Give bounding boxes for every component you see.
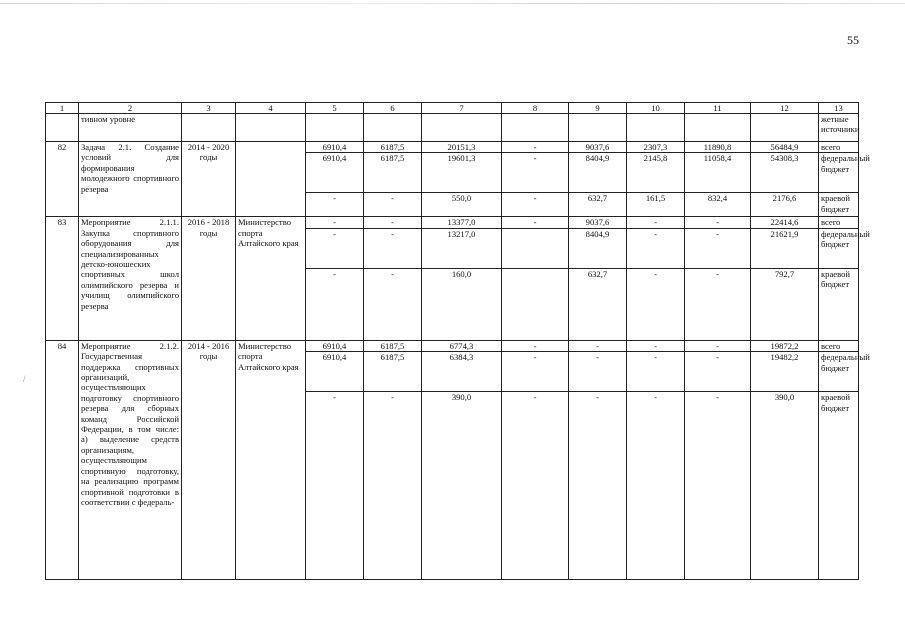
cell-value: 2176,6: [751, 193, 819, 217]
row-name: Задача 2.1. Создание условий для формирования молодежного спортивного резерва: [79, 142, 182, 217]
cell-value: -: [685, 392, 751, 580]
cell-value: 9037,6: [569, 142, 627, 153]
row-number: 84: [46, 340, 79, 579]
cell-value: 2145,8: [627, 153, 685, 193]
cell-value: -: [364, 228, 422, 268]
cont-name: тивном уровне: [79, 114, 182, 142]
cell-value: 550,0: [422, 193, 502, 217]
cell-value: -: [627, 228, 685, 268]
scan-edge-line: [0, 3, 905, 4]
cell-value: 13217,0: [422, 228, 502, 268]
cell-value: [502, 268, 569, 340]
cell-value: 6384,3: [422, 352, 502, 392]
cell-value: -: [306, 392, 364, 580]
col-number: 1: [46, 103, 79, 114]
cell-value: -: [502, 392, 569, 580]
cell-source: федеральный бюджет: [819, 153, 859, 193]
table-row-82-total: [46, 142, 859, 153]
cell-value: 632,7: [569, 268, 627, 340]
cell-value: 832,4: [685, 193, 751, 217]
cell-value: 56484,9: [751, 142, 819, 153]
cell-value: -: [569, 352, 627, 392]
cell-value: 13377,0: [422, 217, 502, 228]
margin-mark: /: [23, 374, 26, 384]
col-number: 3: [182, 103, 236, 114]
cell-value: -: [502, 340, 569, 351]
cell-value: -: [685, 268, 751, 340]
cell-value: 6910,4: [306, 153, 364, 193]
cell-value: -: [502, 352, 569, 392]
col-number: 7: [422, 103, 502, 114]
cell-value: 20151,3: [422, 142, 502, 153]
cell-value: 21621,9: [751, 228, 819, 268]
cell-value: 390,0: [751, 392, 819, 580]
cont-source: жетные источники: [819, 114, 859, 142]
cell-value: 19872,2: [751, 340, 819, 351]
cell-value: 6910,4: [306, 142, 364, 153]
row-number: 82: [46, 142, 79, 217]
page-number: 55: [847, 33, 859, 47]
cell-source: всего: [819, 340, 859, 351]
row-name: Мероприятие 2.1.2. Государственная поддержка спортивных организаций, осуществляющих подготовку спортивного резерва для сборных команд Российской Федерации, в том числе: а) выделение средств организациям, осуществляющим спортивную подготовку, на реализацию программ спортивной подготовки в соответствии с федераль-: [79, 340, 182, 579]
cell-value: -: [627, 268, 685, 340]
cell-value: 6187,5: [364, 352, 422, 392]
col-number: 4: [236, 103, 306, 114]
cell-value: 6910,4: [306, 352, 364, 392]
cell-value: 6187,5: [364, 153, 422, 193]
cell-source: краевой бюджет: [819, 392, 859, 580]
row-years: 2014 - 2016 годы: [182, 340, 236, 579]
cell-value: 6187,5: [364, 142, 422, 153]
cell-value: -: [306, 268, 364, 340]
row-name: Мероприятие 2.1.1. Закупка спортивного оборудования для специализированных детско-юношеских спортивных школ олимпийского резерва и училищ олимпийского резерва: [79, 217, 182, 340]
cell-value: -: [685, 217, 751, 228]
cell-value: 8404,9: [569, 153, 627, 193]
cell-value: -: [364, 392, 422, 580]
cell-value: -: [364, 217, 422, 228]
row-number: 83: [46, 217, 79, 340]
cell-source: всего: [819, 142, 859, 153]
col-number: 2: [79, 103, 182, 114]
cell-value: -: [502, 193, 569, 217]
column-numbers-row: [46, 103, 859, 114]
table-row-84-total: [46, 340, 859, 351]
cell-value: 390,0: [422, 392, 502, 580]
cell-value: 161,5: [627, 193, 685, 217]
cell-value: 11890,8: [685, 142, 751, 153]
cell-source: федеральный бюджет: [819, 352, 859, 392]
cell-value: -: [627, 392, 685, 580]
cell-source: федеральный бюджет: [819, 228, 859, 268]
col-number: 8: [502, 103, 569, 114]
cell-value: 6910,4: [306, 340, 364, 351]
cell-value: 11058,4: [685, 153, 751, 193]
cell-source: краевой бюджет: [819, 193, 859, 217]
cell-value: 2307,3: [627, 142, 685, 153]
row-years: 2016 - 2018 годы: [182, 217, 236, 340]
cell-value: 19482,2: [751, 352, 819, 392]
cell-value: -: [502, 217, 569, 228]
row-executor: Министерство спорта Алтайского края: [236, 340, 306, 579]
col-number: 6: [364, 103, 422, 114]
cell-value: -: [685, 352, 751, 392]
row-years: 2014 - 2020 годы: [182, 142, 236, 217]
cell-value: -: [569, 340, 627, 351]
cell-value: -: [685, 228, 751, 268]
col-number: 5: [306, 103, 364, 114]
row-executor: [236, 142, 306, 217]
cell-value: -: [569, 392, 627, 580]
cell-value: -: [502, 142, 569, 153]
cell-source: всего: [819, 217, 859, 228]
col-number: 12: [751, 103, 819, 114]
col-number: 9: [569, 103, 627, 114]
cell-value: [502, 228, 569, 268]
col-number: 13: [819, 103, 859, 114]
cell-value: 6774,3: [422, 340, 502, 351]
cell-value: -: [306, 193, 364, 217]
cell-value: -: [364, 193, 422, 217]
cell-source: краевой бюджет: [819, 268, 859, 340]
cell-value: -: [685, 340, 751, 351]
cell-value: 19601,3: [422, 153, 502, 193]
cell-value: 8404,9: [569, 228, 627, 268]
cell-value: -: [364, 268, 422, 340]
cell-value: 6187,5: [364, 340, 422, 351]
cell-value: -: [627, 340, 685, 351]
cell-value: 22414,6: [751, 217, 819, 228]
cell-value: 54308,3: [751, 153, 819, 193]
col-number: 11: [685, 103, 751, 114]
cell-value: 9037,6: [569, 217, 627, 228]
continuation-row: [46, 114, 859, 142]
cell-value: -: [306, 228, 364, 268]
row-executor: Министерство спорта Алтайского края: [236, 217, 306, 340]
budget-table: [45, 102, 870, 580]
cell-value: -: [627, 352, 685, 392]
cell-value: 632,7: [569, 193, 627, 217]
cell-value: 792,7: [751, 268, 819, 340]
col-number: 10: [627, 103, 685, 114]
cell-value: -: [502, 153, 569, 193]
cell-value: -: [306, 217, 364, 228]
table-row-83-total: [46, 217, 859, 228]
cell-value: -: [627, 217, 685, 228]
cell-value: 160,0: [422, 268, 502, 340]
